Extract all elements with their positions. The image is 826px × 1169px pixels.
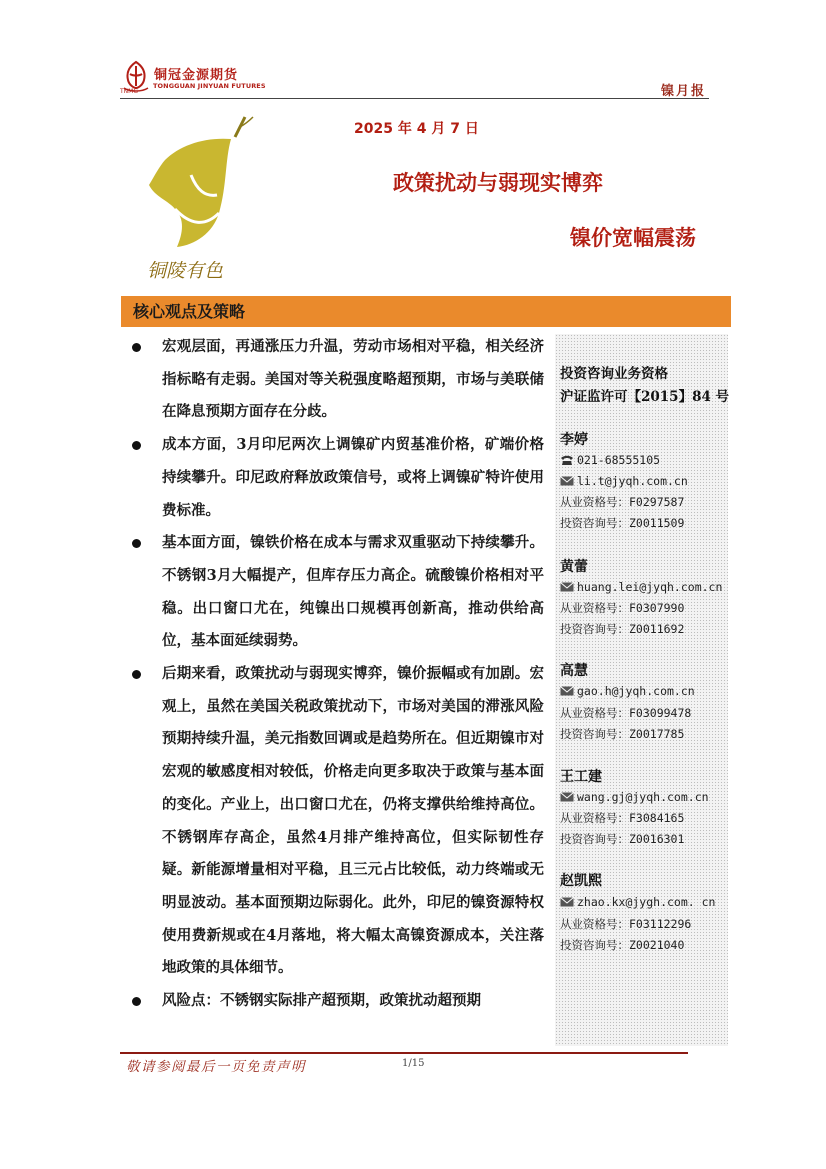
- bullet-dot-icon: [132, 343, 141, 352]
- phone-icon: [560, 455, 574, 465]
- analyst-license: 从业资格号：F0297587: [560, 495, 685, 509]
- analyst-name: 高慧: [560, 663, 588, 679]
- bullet-item: [128, 985, 544, 1018]
- analyst-advisory: 投资咨询号：Z0011692: [560, 622, 685, 636]
- header-divider: [120, 98, 709, 99]
- company-name-en: TONGGUAN JINYUAN FUTURES: [153, 82, 266, 90]
- analyst-email: huang.lei@jyqh.com.cn: [560, 580, 722, 594]
- section-heading: 核心观点及策略: [121, 296, 731, 327]
- analyst-email: li.t@jyqh.com.cn: [560, 474, 688, 488]
- bullet-dot-icon: [132, 670, 141, 679]
- mail-icon: [560, 686, 574, 696]
- bullet-dot-icon: [132, 997, 141, 1006]
- mail-icon: [560, 897, 574, 907]
- report-main-title: 政策扰动与弱现实博弈: [393, 171, 603, 195]
- analyst-license: 从业资格号：F3084165: [560, 811, 685, 825]
- analyst-email: zhao.kx@jygh.com. cn: [560, 895, 715, 909]
- analyst-name: 王工建: [560, 769, 602, 785]
- bullet-dot-icon: [132, 441, 141, 450]
- analyst-name: 黄蕾: [560, 559, 588, 575]
- analyst-email: gao.h@jyqh.com.cn: [560, 684, 695, 698]
- bullet-text: 风险点：不锈钢实际排产超预期，政策扰动超预期: [162, 992, 481, 1010]
- bullet-text: 基本面方面，镍铁价格在成本与需求双重驱动下持续攀升。不锈钢3月大幅提产，但库存压力高企。硫酸镍价格相对平稳。出口窗口尤在，纯镍出口规模再创新高，推动供给高位，基本面延续弱势。: [162, 534, 544, 650]
- analyst-email: wang.gj@jyqh.com.cn: [560, 790, 709, 804]
- analyst-advisory: 投资咨询号：Z0011509: [560, 516, 685, 530]
- license-line: 沪证监许可【2015】84 号: [560, 389, 730, 405]
- analyst-license: 从业资格号：F03099478: [560, 706, 692, 720]
- analyst-name: 李婷: [560, 432, 588, 448]
- emblem-calligraphy: 铜陵有色: [147, 260, 224, 282]
- mail-icon: [560, 792, 574, 802]
- qualification-line: 投资咨询业务资格: [560, 366, 668, 382]
- analyst-license: 从业资格号：F0307990: [560, 601, 685, 615]
- analyst-advisory: 投资咨询号：Z0021040: [560, 938, 685, 952]
- bullet-item: [128, 331, 544, 429]
- analyst-phone: 021-68555105: [560, 453, 660, 467]
- company-name-cn: 铜冠金源期货: [154, 68, 239, 83]
- analyst-license: 从业资格号：F03112296: [560, 917, 692, 931]
- analyst-name: 赵凯熙: [560, 873, 602, 889]
- company-abbr: TNMG: [120, 88, 138, 95]
- bullet-dot-icon: [132, 539, 141, 548]
- emblem-icon: [135, 115, 265, 285]
- report-date: 2025 年 4 月 7 日: [354, 121, 479, 137]
- report-sub-title: 镍价宽幅震荡: [570, 226, 696, 250]
- report-type: 镍月报: [660, 84, 706, 99]
- bullet-text: 宏观层面，再通涨压力升温，劳动市场相对平稳，相关经济指标略有走弱。美国对等关税强度略超预期，市场与美联储在降息预期方面存在分歧。: [162, 338, 544, 421]
- bullet-item: [128, 429, 544, 527]
- mail-icon: [560, 476, 574, 486]
- analyst-advisory: 投资咨询号：Z0016301: [560, 832, 685, 846]
- footer-divider: [120, 1052, 688, 1054]
- mail-icon: [560, 582, 574, 592]
- bullet-text: 成本方面，3月印尼两次上调镍矿内贸基准价格，矿端价格持续攀升。印尼政府释放政策信号，或将上调镍矿特许使用费标准。: [162, 436, 544, 519]
- core-views-list: [128, 331, 544, 1018]
- bullet-text: 后期来看，政策扰动与弱现实博弈，镍价振幅或有加剧。宏观上，虽然在美国关税政策扰动下，市场对美国的滞涨风险预期持续升温，美元指数回调或是趋势所在。但近期镍市对宏观的敏感度相对较低，价格走向更多取决于政策与基本面的变化。产业上，出口窗口尤在，仍将支撑供给维持高位。不锈钢库存高企，虽然4月排产维持高位，但实际韧性存疑。新能源增量相对平稳，且三元占比较低，动力终端或无明显波动。基本面预期边际弱化。此外，印尼的镍资源特权使用费新规或在4月落地，将大幅太高镍资源成本，关注落地政策的具体细节。: [162, 665, 544, 977]
- analyst-advisory: 投资咨询号：Z0017785: [560, 727, 685, 741]
- bullet-item: [128, 527, 544, 658]
- footer-disclaimer: 敬请参阅最后一页免责声明: [126, 1059, 306, 1075]
- page-number: 1/15: [402, 1058, 425, 1069]
- bullet-item: [128, 658, 544, 985]
